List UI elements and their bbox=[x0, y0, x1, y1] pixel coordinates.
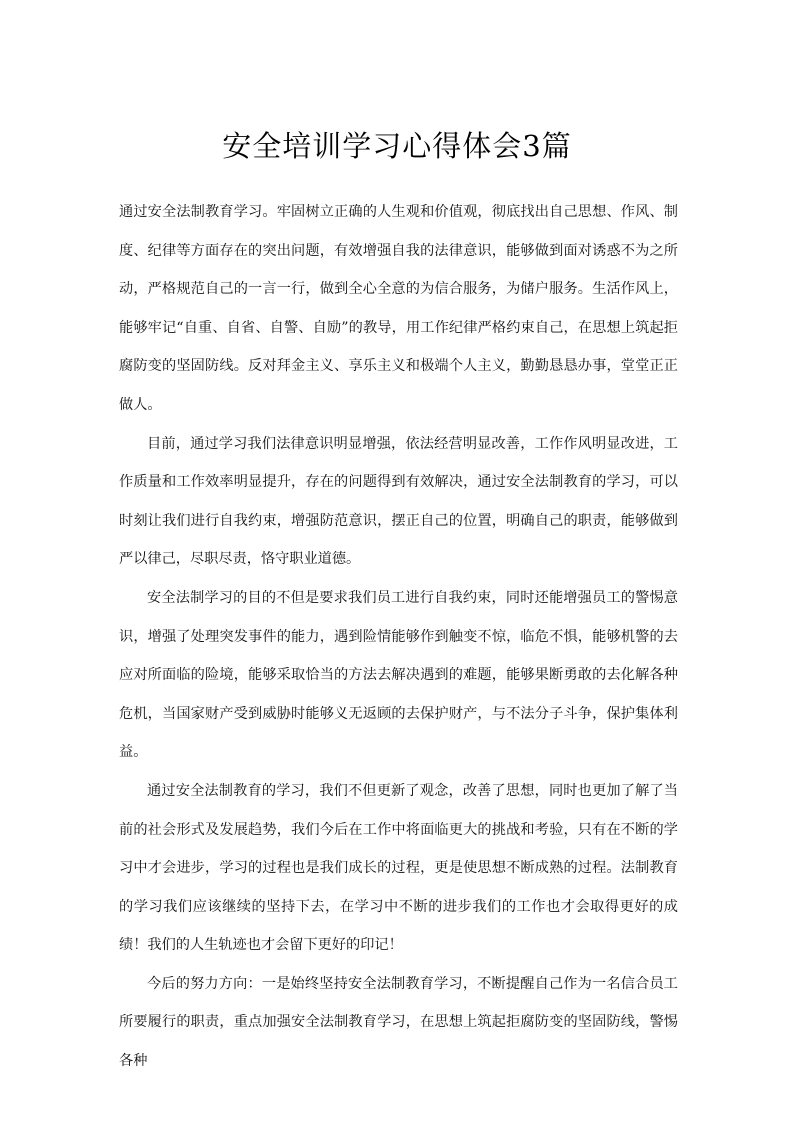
paragraph-5: 今后的努力方向：一是始终坚持安全法制教育学习，不断提醒自己作为一名信合员工所要履行的职责，重点加强安全法制教育学习，在思想上筑起拒腐防变的坚固防线，警惕各种 bbox=[119, 975, 678, 1070]
paragraph-1: 通过安全法制教育学习。牢固树立正确的人生观和价值观，彻底找出自己思想、作风、制度、纪律等方面存在的突出问题，有效增强自我的法律意识，能够做到面对诱惑不为之所动，严格规范自己的一言一行，做到全心全意的为信合服务，为储户服务。生活作风上，能够牢记“自重、自省、自警、自励”的教导，用工作纪律严格约束自己，在思想上筑起拒腐防变的坚固防线。反对拜金主义、享乐主义和极端个人主义，勤勤恳恳办事，堂堂正正做人。 bbox=[119, 204, 678, 413]
paragraph-2: 目前，通过学习我们法律意识明显增强，依法经营明显改善，工作作风明显改进，工作质量和工作效率明显提升，存在的问题得到有效解决，通过安全法制教育的学习，可以时刻让我们进行自我约束，增强防范意识，摆正自己的位置，明确自己的职责，能够做到严以律己，尽职尽责，恪守职业道德。 bbox=[119, 435, 678, 568]
document-title: 安全培训学习心得体会3篇 bbox=[222, 129, 572, 163]
document-body bbox=[119, 193, 678, 1081]
paragraph-4: 通过安全法制教育的学习，我们不但更新了观念，改善了思想，同时也更加了解了当前的社会形式及发展趋势，我们今后在工作中将面临更大的挑战和考验，只有在不断的学习中才会进步，学习的过程也是我们成长的过程，更是使思想不断成熟的过程。法制教育的学习我们应该继续的坚持下去，在学习中不断的进步我们的工作也才会取得更好的成绩！我们的人生轨迹也才会留下更好的印记！ bbox=[119, 782, 678, 954]
paragraph-3: 安全法制学习的目的不但是要求我们员工进行自我约束，同时还能增强员工的警惕意识，增强了处理突发事件的能力，遇到险情能够作到触变不惊，临危不惧，能够机警的去应对所面临的险境，能够采取恰当的方法去解决遇到的难题，能够果断勇敢的去化解各种危机，当国家财产受到威胁时能够义无返顾的去保护财产，与不法分子斗争，保护集体利益。 bbox=[119, 589, 678, 761]
